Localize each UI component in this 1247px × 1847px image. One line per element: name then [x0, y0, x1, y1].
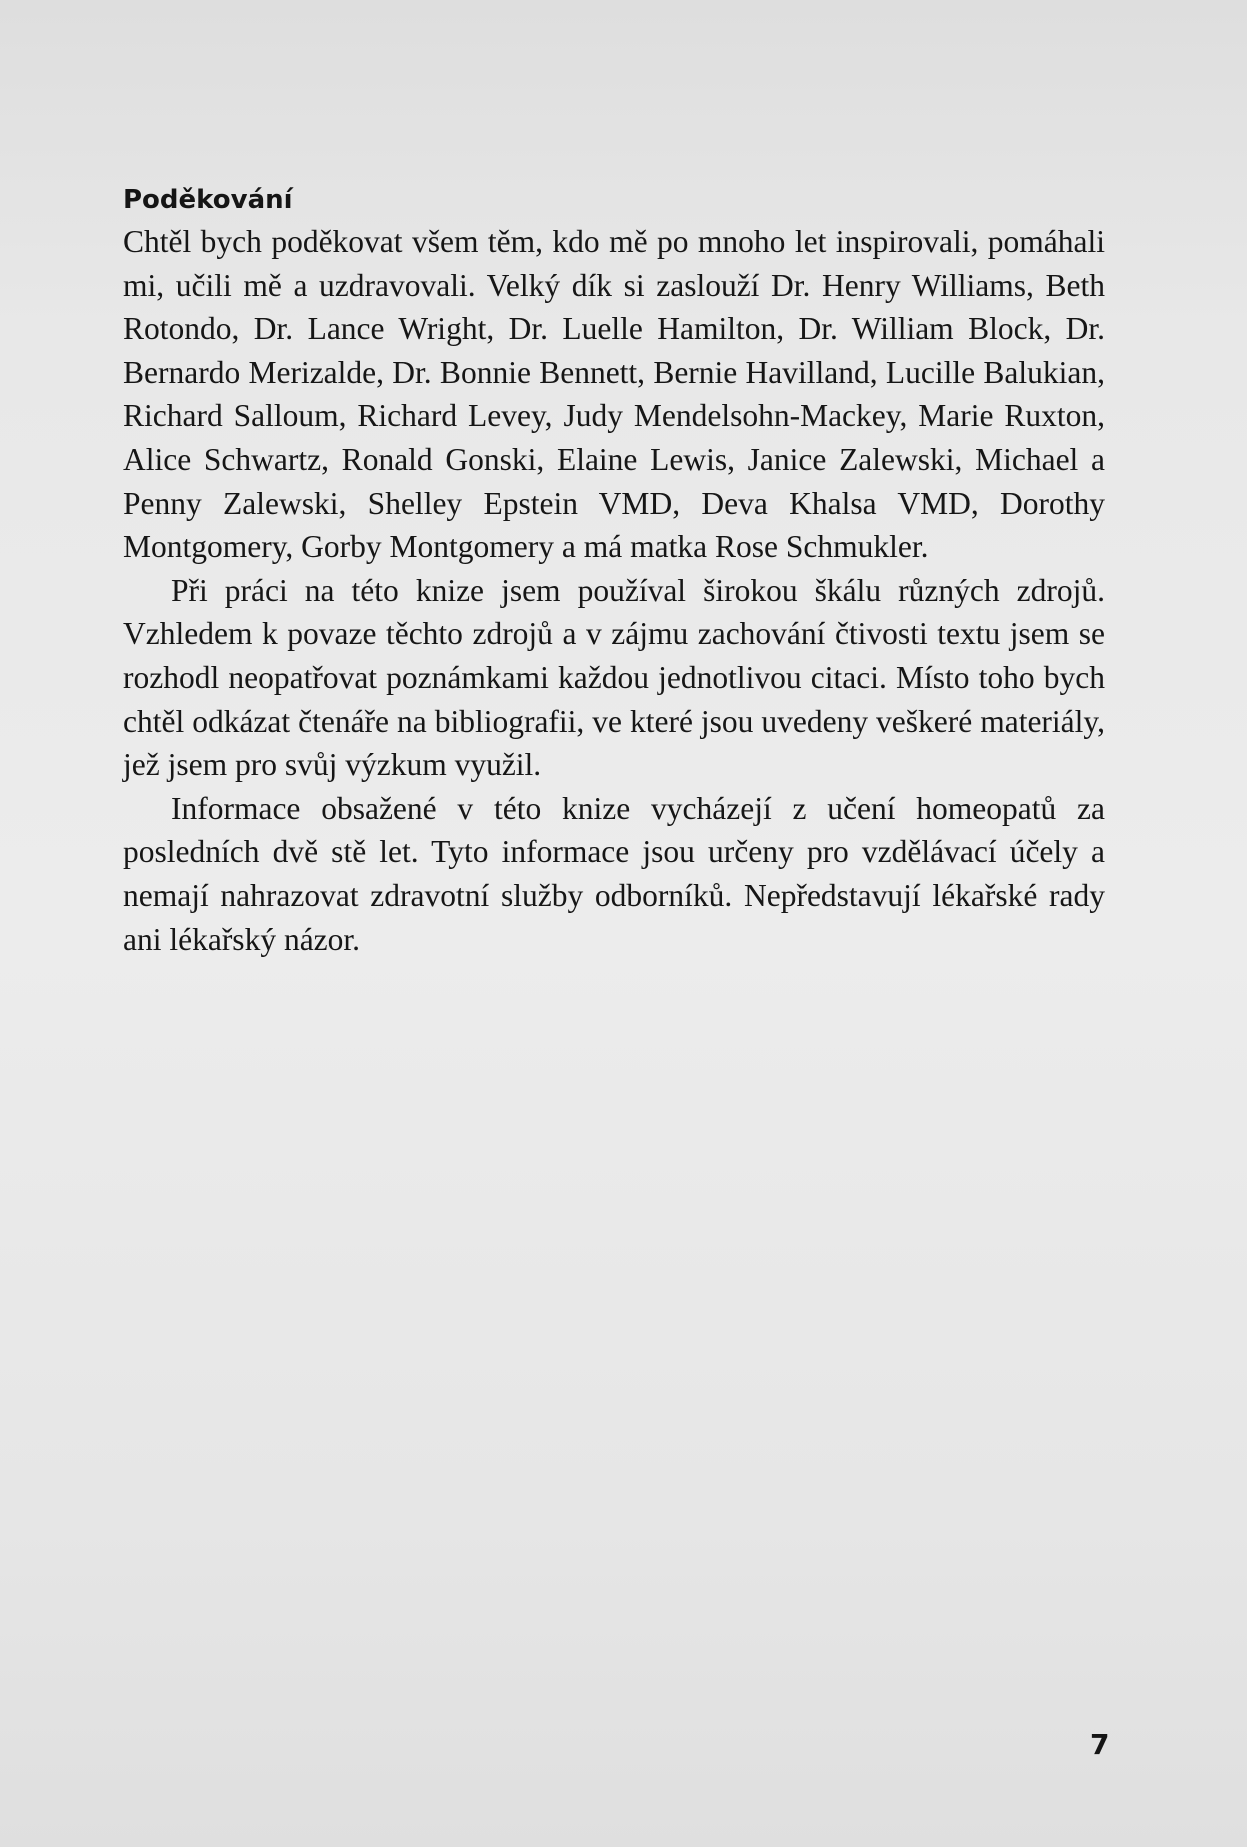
page-number: 7	[1090, 1728, 1110, 1761]
acknowledgements-paragraph: Chtěl bych poděkovat všem těm, kdo mě po mnoho let inspirovali, pomáhali mi, učili mě a uzdravovali. Velký dík si zaslouží Dr. Henry Williams, Beth Rotondo, Dr. Lance Wright, Dr. Luelle Hamilton, Dr. William Block, Dr. Bernardo Merizalde, Dr. Bonnie Bennett, Bernie Havilland, Lucille Balukian, Richard Salloum, Richard Levey, Judy Mendelsohn-Mackey, Marie Ruxton, Alice Schwartz, Ronald Gonski, Elaine Lewis, Janice Zalewski, Michael a Penny Zalewski, Shelley Epstein VMD, Deva Khalsa VMD, Dorothy Montgomery, Gorby Montgomery a má matka Rose Schmukler.	[123, 224, 1105, 565]
disclaimer-paragraph: Informace obsažené v této knize vycházejí z učení homeopatů za posledních dvě stě let. Tyto informace jsou určeny pro vzdělávací účely a nemají nahrazovat zdravotní služby odborníků. Nepředstavují lékařské rady ani lékařský názor.	[123, 790, 1105, 957]
page-content	[123, 180, 1105, 961]
sources-paragraph: Při práci na této knize jsem používal širokou škálu různých zdrojů. Vzhledem k povaze těchto zdrojů a v zájmu zachování čtivosti textu jsem se rozhodl neopatřovat poznámkami každou jednotlivou citaci. Místo toho bych chtěl odkázat čtenáře na bibliografii, ve které jsou uvedeny veškeré materiály, jež jsem pro svůj výzkum využil.	[123, 572, 1105, 783]
section-heading: Poděkování	[123, 185, 293, 215]
